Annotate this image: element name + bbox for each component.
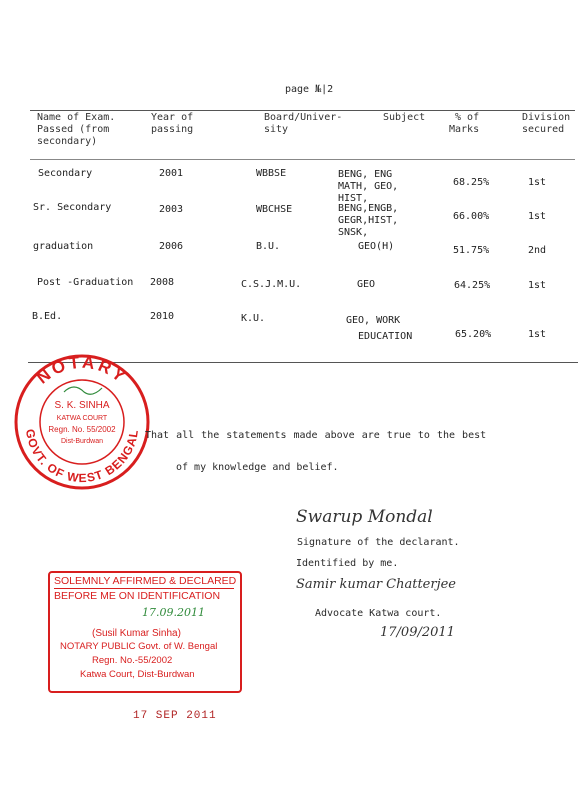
row1-marks: 68.25% [453,177,490,188]
advocate-role: Advocate Katwa court. [315,608,442,619]
svg-text:GOVT. OF WEST BENGAL [23,428,141,485]
identified-text: Identified by me. [296,558,399,569]
svg-text:NOTARY [33,353,131,388]
seal-bottom-text: GOVT. OF WEST BENGAL [22,427,142,486]
notary-seal [12,352,152,492]
seal-court: KATWA COURT [56,415,108,422]
seal-dist: Dist-Burdwan [60,438,104,445]
row2-exam: Sr. Secondary [33,202,112,213]
row1-subject: BENG, ENG MATH, GEO, HIST, [338,169,399,204]
row5-subject: GEO, WORK EDUCATION [346,315,413,342]
stamp-place: Katwa Court, Dist-Burdwan [80,669,195,680]
row5-board: K.U. [241,313,266,324]
row4-marks: 64.25% [454,280,491,291]
row1-exam: Secondary [38,168,93,179]
seal-top-text: NOTARY [32,352,132,388]
declarant-signature: Swarup Mondal [296,507,433,527]
row2-marks: 66.00% [453,211,490,222]
row4-subject: GEO [357,279,376,290]
row5-division: 1st [528,329,547,340]
header-board: Board/Univer- sity [264,112,343,135]
row3-subject: GEO(H) [358,241,395,252]
row2-year: 2003 [159,204,184,215]
date-stamp: 17 SEP 2011 [133,710,217,722]
row5-exam: B.Ed. [32,311,63,322]
row2-board: WBCHSE [256,204,293,215]
row3-board: B.U. [256,241,281,252]
row3-year: 2006 [159,241,184,252]
table-top-rule [30,110,575,111]
row3-marks: 51.75% [453,245,490,256]
advocate-date: 17/09/2011 [380,625,455,640]
header-subject: Subject [383,112,426,123]
header-exam: Name of Exam. Passed (from secondary) [37,112,116,147]
declaration-line2: of my knowledge and belief. [176,462,339,473]
table-header-rule [30,159,575,160]
row3-exam: graduation [33,241,94,252]
seal-green-initials [64,387,102,394]
row3-division: 2nd [528,245,547,256]
row1-year: 2001 [159,168,184,179]
stamp-regn: Regn. No.-55/2002 [92,655,173,666]
stamp-notary-title: NOTARY PUBLIC Govt. of W. Bengal [60,641,218,652]
stamp-affirm-line1: SOLEMNLY AFFIRMED & DECLARED [54,575,237,587]
row4-exam: Post -Graduation [37,277,134,288]
header-division: Division secured [522,112,571,135]
row2-division: 1st [528,211,547,222]
notary-seal-graphic [12,352,152,492]
row2-subject: BENG,ENGB, GEGR,HIST, SNSK, [338,203,399,238]
stamp-notary-name: (Susil Kumar Sinha) [92,628,181,639]
seal-regn: Regn. No. 55/2002 [48,425,116,434]
seal-name: S. K. SINHA [54,400,110,411]
declaration-line1: That all the statements made above are true to the best [145,430,487,441]
row1-board: WBBSE [256,168,287,179]
stamp-affirm-line2: BEFORE ME ON IDENTIFICATION [54,590,221,602]
signature-caption: Signature of the declarant. [297,537,460,548]
row4-board: C.S.J.M.U. [241,279,302,290]
row5-marks: 65.20% [455,329,492,340]
row1-division: 1st [528,177,547,188]
header-marks: % of Marks [449,112,480,135]
stamp-sign-date: 17.09.2011 [142,606,205,619]
header-year: Year of passing [151,112,194,135]
row4-division: 1st [528,280,547,291]
affirmation-stamp [48,571,242,693]
row5-year: 2010 [150,311,175,322]
page-number: page №|2 [285,84,334,95]
row4-year: 2008 [150,277,175,288]
advocate-signature: Samir kumar Chatterjee [296,577,457,592]
